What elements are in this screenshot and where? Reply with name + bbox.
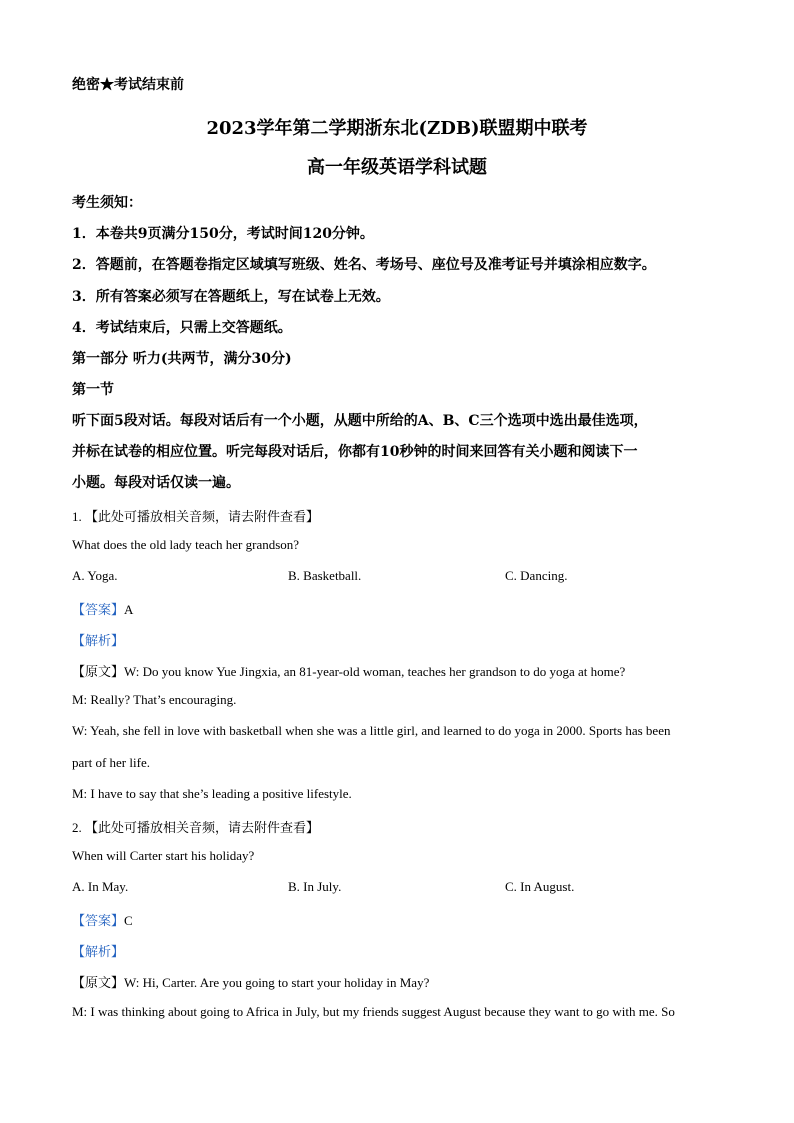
transcript-line: M: Really? That’s encouraging. [72,692,237,707]
option-b: B. Basketball. [288,568,362,583]
question-header [72,817,319,836]
option-c: C. In August. [505,879,575,894]
instruction-line: 听下面5段对话。每段对话后有一个小题，从题中所给的A、B、C三个选项中选出最佳选项， [72,413,648,429]
section-heading: 第一节 [72,382,114,398]
transcript-line: part of her life. [72,755,150,770]
question-number: 2. [72,820,82,835]
option-a: A. In May. [72,879,129,894]
answer-value: C [124,913,133,928]
audio-placeholder: 【此处可播放相关音频，请去附件查看】 [85,510,320,525]
transcript-line: M: I was thinking about going to Africa in July, but my friends suggest August because they want to go with me. So [72,1004,675,1019]
secret-label: 绝密★考试结束前 [72,77,184,93]
answer-value: A [124,602,134,617]
option-c: C. Dancing. [505,568,568,583]
transcript-line [72,661,625,681]
transcript-line: W: Yeah, she fell in love with basketball when she was a little girl, and learned to do yoga in 2000. Sports has been [72,723,671,738]
question-stem: What does the old lady teach her grandson? [72,537,300,552]
notice-item: 1．本卷共9页满分150分，考试时间120分钟。 [72,226,374,242]
instruction-line: 并标在试卷的相应位置。听完每段对话后，你都有10秒钟的时间来回答有关小题和阅读下一 [72,444,638,460]
transcript-line: M: I have to say that she’s leading a positive lifestyle. [72,786,352,801]
notice-item: 2．答题前，在答题卷指定区域填写班级、姓名、考场号、座位号及准考证号并填涂相应数字。 [72,257,656,273]
answer-line [72,910,133,930]
analysis-label: 【解析】 [72,945,125,960]
notice-item: 4．考试结束后，只需上交答题纸。 [72,320,292,336]
option-a: A. Yoga. [72,568,118,583]
transcript-line [72,972,429,992]
answer-label: 【答案】 [72,914,125,929]
exam-subtitle: 高一年级英语学科试题 [307,157,487,178]
exam-title: 2023学年第二学期浙东北(ZDB)联盟期中联考 [206,118,588,139]
transcript-text: W: Do you know Yue Jingxia, an 81-year-old woman, teaches her grandson to do yoga at home? [124,664,626,679]
notice-heading: 考生须知： [72,195,142,211]
analysis-line [72,630,124,650]
source-label: 【原文】 [72,665,125,680]
notice-item: 3．所有答案必须写在答题纸上，写在试卷上无效。 [72,289,390,305]
analysis-label: 【解析】 [72,634,125,649]
question-header [72,506,319,525]
source-label: 【原文】 [72,976,125,991]
question-stem: When will Carter start his holiday? [72,848,255,863]
transcript-text: W: Hi, Carter. Are you going to start your holiday in May? [124,975,430,990]
instruction-line: 小题。每段对话仅读一遍。 [72,475,240,491]
part-heading: 第一部分 听力(共两节，满分30分) [72,351,292,367]
answer-line [72,599,133,619]
analysis-line [72,941,124,961]
answer-label: 【答案】 [72,603,125,618]
question-number: 1. [72,509,82,524]
option-b: B. In July. [288,879,342,894]
audio-placeholder: 【此处可播放相关音频，请去附件查看】 [85,821,320,836]
